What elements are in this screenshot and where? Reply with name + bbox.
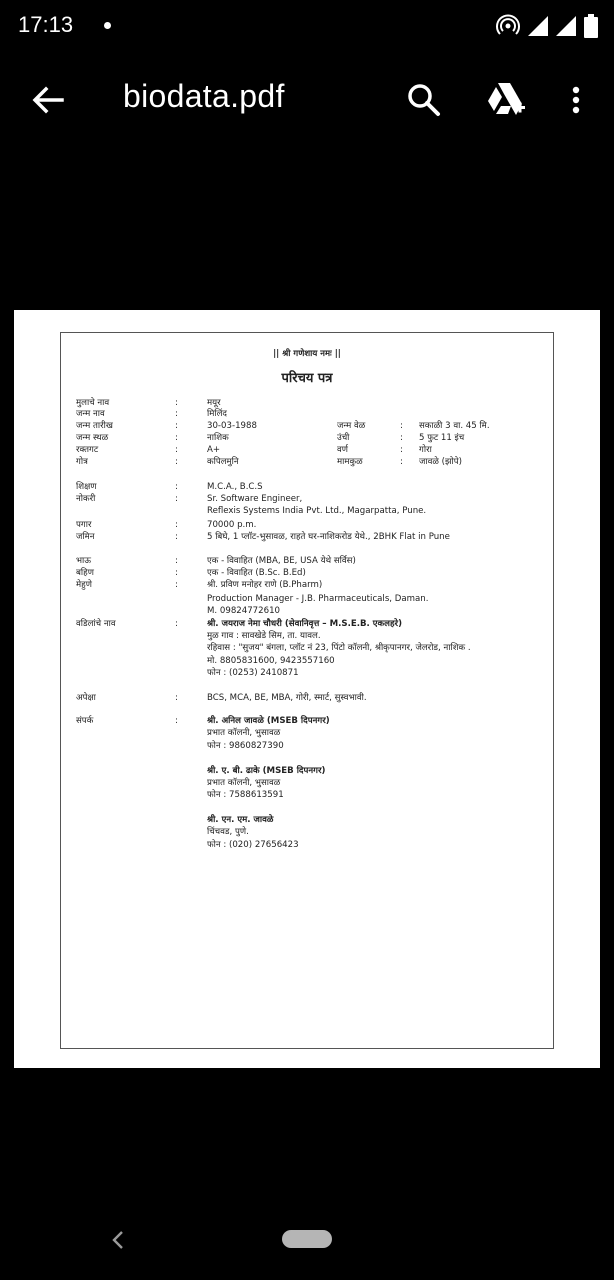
- field-value: कपिलमुनि: [207, 457, 239, 467]
- field-label: वर्ण: [337, 445, 348, 455]
- field-value: M. 09824772610: [207, 606, 281, 616]
- status-bar: [0, 0, 614, 52]
- field-colon: :: [400, 421, 403, 431]
- field-label: वडिलांचे नाव: [76, 619, 116, 629]
- field-value: सकाळी 3 वा. 45 मि.: [419, 421, 490, 431]
- field-colon: :: [400, 433, 403, 443]
- field-label: शिक्षण: [76, 482, 97, 492]
- add-to-drive-icon[interactable]: [484, 80, 528, 120]
- field-colon: :: [175, 580, 178, 590]
- field-label: मामकुळ: [337, 457, 363, 467]
- field-colon: :: [400, 445, 403, 455]
- field-colon: :: [175, 619, 178, 629]
- field-value: जावळे (झोपे): [419, 457, 462, 467]
- field-label: मुलाचे नाव: [76, 398, 110, 408]
- field-label: पगार: [76, 520, 92, 530]
- field-label: उंची: [337, 433, 350, 443]
- field-colon: :: [175, 398, 178, 408]
- field-value: फोन : (020) 27656423: [207, 840, 299, 850]
- field-label: संपर्क: [76, 716, 94, 726]
- field-label: गोत्र: [76, 457, 88, 467]
- notification-dot-icon: [104, 22, 111, 29]
- field-value: चिंचवड, पुणे.: [207, 827, 249, 837]
- field-value: 5 बिघे, 1 प्लॉट-भुसावळ, राहते घर-नाशिकरोड येथे., 2BHK Flat in Pune: [207, 532, 450, 542]
- field-value: 5 फुट 11 इंच: [419, 433, 465, 443]
- field-colon: :: [175, 716, 178, 726]
- hotspot-icon: [496, 14, 520, 38]
- more-options-icon[interactable]: [562, 80, 590, 120]
- field-value: फोन : (0253) 2410871: [207, 668, 299, 678]
- field-value: फोन : 7588613591: [207, 790, 284, 800]
- field-value: फोन : 9860827390: [207, 741, 284, 751]
- field-colon: :: [175, 520, 178, 530]
- field-label: रक्तगट: [76, 445, 99, 455]
- field-value: A+: [207, 445, 221, 455]
- biodata-title: परिचय पत्र: [281, 371, 333, 386]
- field-value: मिलिंद: [207, 409, 227, 419]
- field-label: जमिन: [76, 532, 95, 542]
- status-icons: [496, 14, 598, 38]
- field-value: रहिवास : "सुजय" बंगला, प्लॉट नं 23, पिंटो कॉलनी, श्रीकृपानगर, जेलरोड, नाशिक .: [207, 643, 471, 653]
- field-colon: :: [175, 433, 178, 443]
- field-value: प्रभात कॉलनी, भुसावळ: [207, 728, 281, 738]
- field-value: मुळ गाव : सावखेडे सिम, ता. यावल.: [207, 631, 321, 641]
- field-value: नाशिक: [207, 433, 229, 443]
- field-colon: :: [175, 409, 178, 419]
- back-arrow-icon[interactable]: [28, 80, 68, 120]
- search-icon[interactable]: [404, 80, 444, 120]
- field-colon: :: [175, 482, 178, 492]
- field-label: जन्म नाव: [76, 409, 105, 419]
- field-label: जन्म तारीख: [76, 421, 113, 431]
- field-value: 70000 p.m.: [207, 520, 257, 530]
- field-colon: :: [175, 556, 178, 566]
- field-label: नोकरी: [76, 494, 96, 504]
- field-value: एक - विवाहित (MBA, BE, USA येथे सर्विस): [207, 556, 356, 566]
- battery-icon: [584, 14, 598, 38]
- field-value: प्रभात कॉलनी, भुसावळ: [207, 778, 281, 788]
- field-value: Sr. Software Engineer,: [207, 494, 303, 504]
- field-value: 30-03-1988: [207, 421, 257, 431]
- biodata-document: [14, 310, 600, 1068]
- navigation-bar: [0, 1200, 614, 1280]
- field-label: जन्म स्थळ: [76, 433, 109, 443]
- signal-icon: [528, 16, 548, 36]
- field-colon: :: [175, 445, 178, 455]
- field-colon: :: [175, 568, 178, 578]
- field-colon: :: [175, 693, 178, 703]
- field-value: श्री. जयराज नेमा चौधरी (सेवानिवृत्त – M.S.E.B. एकलहरे): [207, 619, 402, 629]
- home-pill[interactable]: [282, 1230, 332, 1248]
- field-value: मयूर: [207, 398, 221, 408]
- field-colon: :: [175, 457, 178, 467]
- field-label: मेहुणे: [76, 580, 92, 590]
- field-label: भाऊ: [76, 556, 92, 566]
- field-colon: :: [175, 532, 178, 542]
- pdf-page: [14, 310, 600, 1068]
- field-value: गोरा: [419, 445, 432, 455]
- field-value: श्री. एन. एम. जावळे: [207, 815, 274, 825]
- field-colon: :: [175, 421, 178, 431]
- field-value: Reflexis Systems India Pvt. Ltd., Magarpatta, Pune.: [207, 506, 427, 516]
- field-value: M.C.A., B.C.S: [207, 482, 263, 492]
- field-value: BCS, MCA, BE, MBA, गोरी, स्मार्ट, सुस्वभावी.: [207, 693, 367, 703]
- field-colon: :: [400, 457, 403, 467]
- invocation-heading: || श्री गणेशाय नमः ||: [273, 349, 341, 359]
- field-value: मो. 8805831600, 9423557160: [207, 656, 335, 666]
- nav-back-icon[interactable]: [106, 1228, 130, 1252]
- status-time: 17:13: [18, 12, 74, 37]
- field-label: अपेक्षा: [76, 693, 96, 703]
- field-value: Production Manager - J.B. Pharmaceuticals, Daman.: [207, 594, 429, 604]
- app-bar: [0, 60, 614, 140]
- field-value: श्री. अनिल जावळे (MSEB दिपनगर): [207, 716, 330, 726]
- field-value: श्री. ए. बी. ढाके (MSEB दिपनगर): [207, 766, 326, 776]
- document-title: biodata.pdf: [123, 78, 285, 114]
- field-value: श्री. प्रविण मनोहर राणे (B.Pharm): [207, 580, 323, 590]
- field-label: जन्म वेळ: [337, 421, 366, 431]
- field-colon: :: [175, 494, 178, 504]
- field-label: बहिण: [76, 568, 94, 578]
- field-value: एक - विवाहित (B.Sc. B.Ed): [207, 568, 306, 578]
- signal-2-icon: [556, 16, 576, 36]
